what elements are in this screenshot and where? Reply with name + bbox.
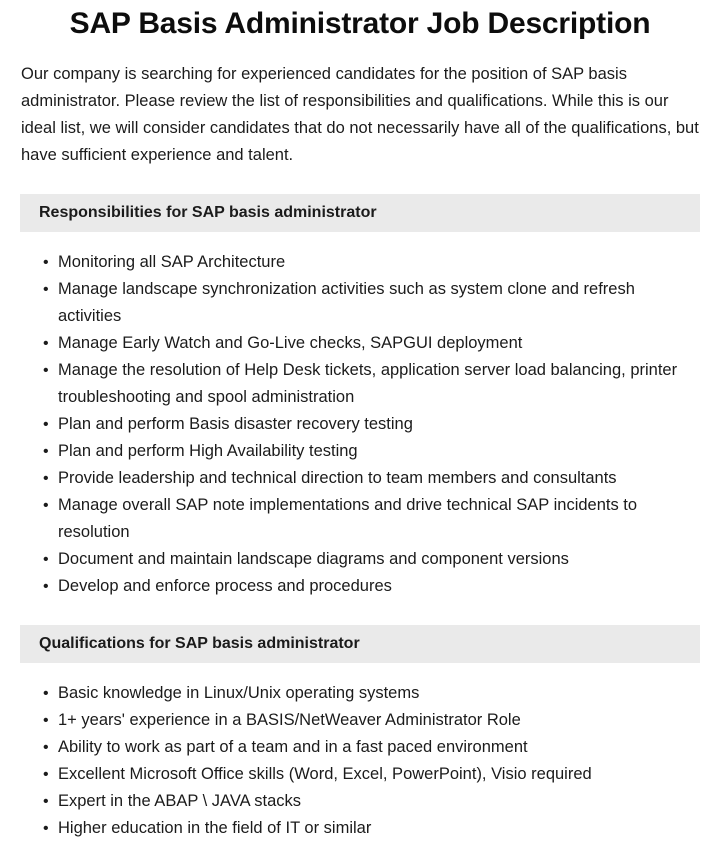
list-item: • Manage landscape synchronization activities such as system clone and refresh activities [20,276,700,330]
page-title: SAP Basis Administrator Job Description [69,7,651,40]
list-item: • Manage the resolution of Help Desk tickets, application server load balancing, printer troubleshooting and spool administration [20,357,700,411]
list-item: • Basic knowledge in Linux/Unix operating systems [20,680,700,707]
list-item: • Manage Early Watch and Go-Live checks, SAPGUI deployment [20,330,700,357]
list-item: • Provide leadership and technical direction to team members and consultants [20,465,700,492]
list-item: • Plan and perform High Availability testing [20,438,700,465]
list-item: • Develop and enforce process and procedures [20,573,700,600]
list-item: • Expert in the ABAP \ JAVA stacks [20,788,700,815]
list-item: • Excellent Microsoft Office skills (Word, Excel, PowerPoint), Visio required [20,761,700,788]
responsibilities-list [20,249,700,600]
qualifications-list [20,680,700,842]
section-header-responsibilities [20,194,700,232]
section-header-qualifications [20,625,700,663]
list-item: • Manage overall SAP note implementations and drive technical SAP incidents to resolution [20,492,700,546]
section-heading-label: Qualifications for SAP basis administrator [39,635,360,652]
list-item: • Document and maintain landscape diagrams and component versions [20,546,700,573]
intro-paragraph: Our company is searching for experienced candidates for the position of SAP basis administrator. Please review the list of responsibilities and qualifications. While this is our ideal list, we will consider candidates that do not necessarily have all of the qualifications, but have sufficient experience and talent. [21,65,699,164]
list-item: • Ability to work as part of a team and in a fast paced environment [20,734,700,761]
section-heading-label: Responsibilities for SAP basis administrator [39,204,377,221]
list-item: • Plan and perform Basis disaster recovery testing [20,411,700,438]
list-item: • Monitoring all SAP Architecture [20,249,700,276]
list-item: • Higher education in the field of IT or similar [20,815,700,842]
list-item: • 1+ years' experience in a BASIS/NetWeaver Administrator Role [20,707,700,734]
